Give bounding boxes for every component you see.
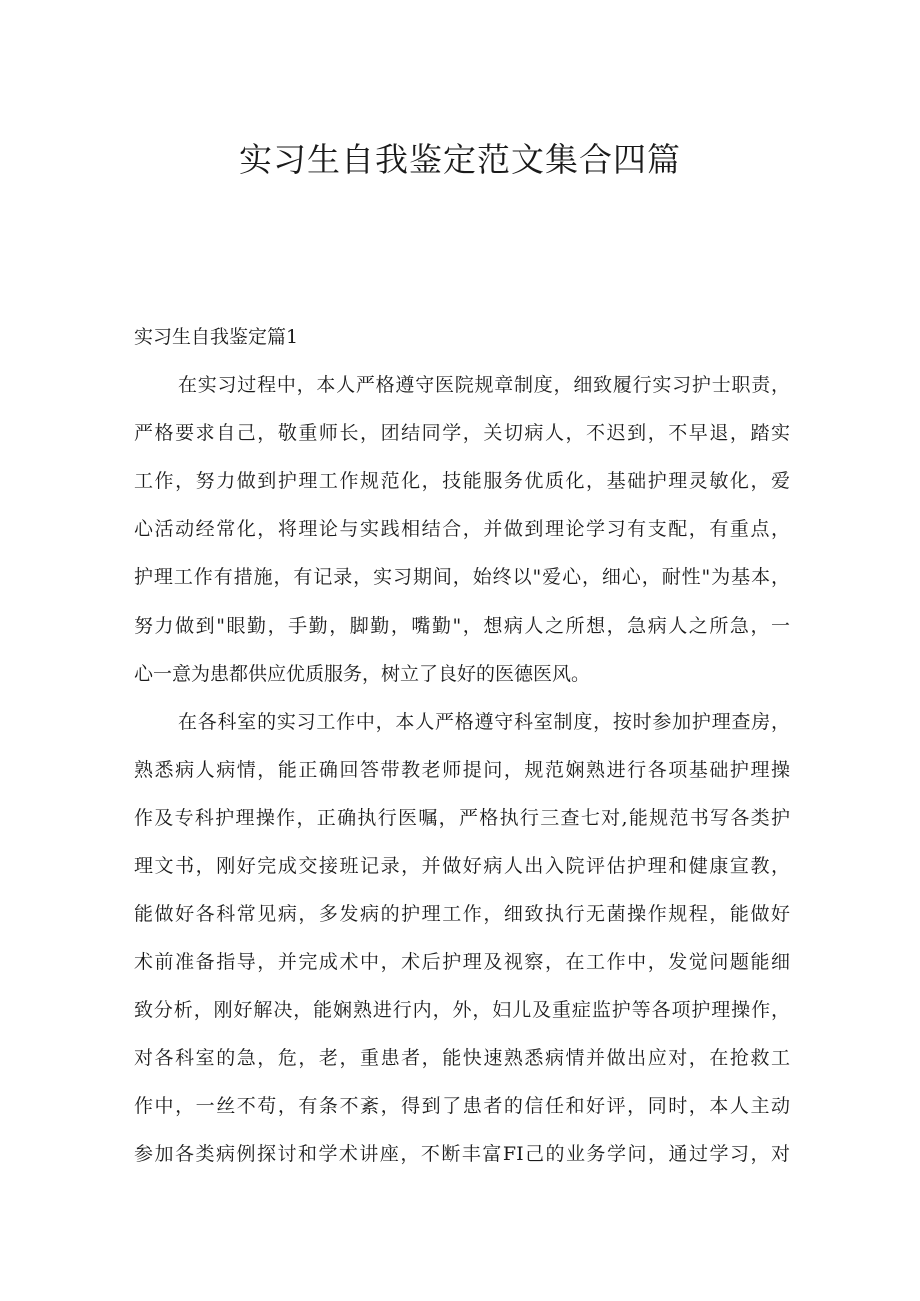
paragraph-line: 在实习过程中，本人严格遵守医院规章制度，细致履行实习护士职责，	[178, 374, 790, 396]
document-title: 实习生自我鉴定范文集合四篇	[239, 140, 681, 179]
paragraph-line: 心活动经常化，将理论与实践相结合，并做到理论学习有支配，有重点，	[134, 518, 790, 540]
section-heading: 实习生自我鉴定篇1	[134, 326, 299, 348]
paragraph-line: 对各科室的急，危，老，重患者，能快速熟悉病情并做出应对，在抢救工	[134, 1047, 790, 1069]
paragraph-line: 作中，一丝不苟，有条不紊，得到了患者的信任和好评，同时，本人主动	[134, 1095, 790, 1117]
paragraph-line: 在各科室的实习工作中，本人严格遵守科室制度，按时参加护理查房，	[178, 711, 790, 733]
paragraph-line: 熟悉病人病情，能正确回答带教老师提问，规范娴熟进行各项基础护理操	[134, 759, 790, 781]
paragraph-line: 理文书，刚好完成交接班记录，并做好病人出入院评估护理和健康宣教，	[134, 855, 790, 877]
paragraph-line: 努力做到"眼勤，手勤，脚勤，嘴勤"，想病人之所想，急病人之所急，一	[134, 615, 790, 637]
paragraph-line: 能做好各科常见病，多发病的护理工作，细致执行无菌操作规程，能做好	[134, 903, 790, 925]
paragraph-line: 严格要求自己，敬重师长，团结同学，关切病人，不迟到，不早退，踏实	[134, 422, 790, 444]
paragraph-line: 护理工作有措施，有记录，实习期间，始终以"爱心，细心，耐性"为基本，	[134, 566, 790, 588]
paragraph-line: 作及专科护理操作，正确执行医嘱，严格执行三查七对,能规范书写各类护	[134, 807, 790, 829]
paragraph-line: 参加各类病例探讨和学术讲座，不断丰富FI己的业务学问，通过学习，对	[134, 1143, 790, 1165]
paragraph-line: 致分析，刚好解决，能娴熟进行内，外，妇儿及重症监护等各项护理操作，	[134, 999, 790, 1021]
paragraph-line: 术前准备指导，并完成术中，术后护理及视察，在工作中，发觉问题能细	[134, 951, 790, 973]
paragraph-line: 心一意为患都供应优质服务，树立了良好的医德医风。	[134, 663, 591, 685]
paragraph-line: 工作，努力做到护理工作规范化，技能服务优质化，基础护理灵敏化，爱	[134, 470, 790, 492]
